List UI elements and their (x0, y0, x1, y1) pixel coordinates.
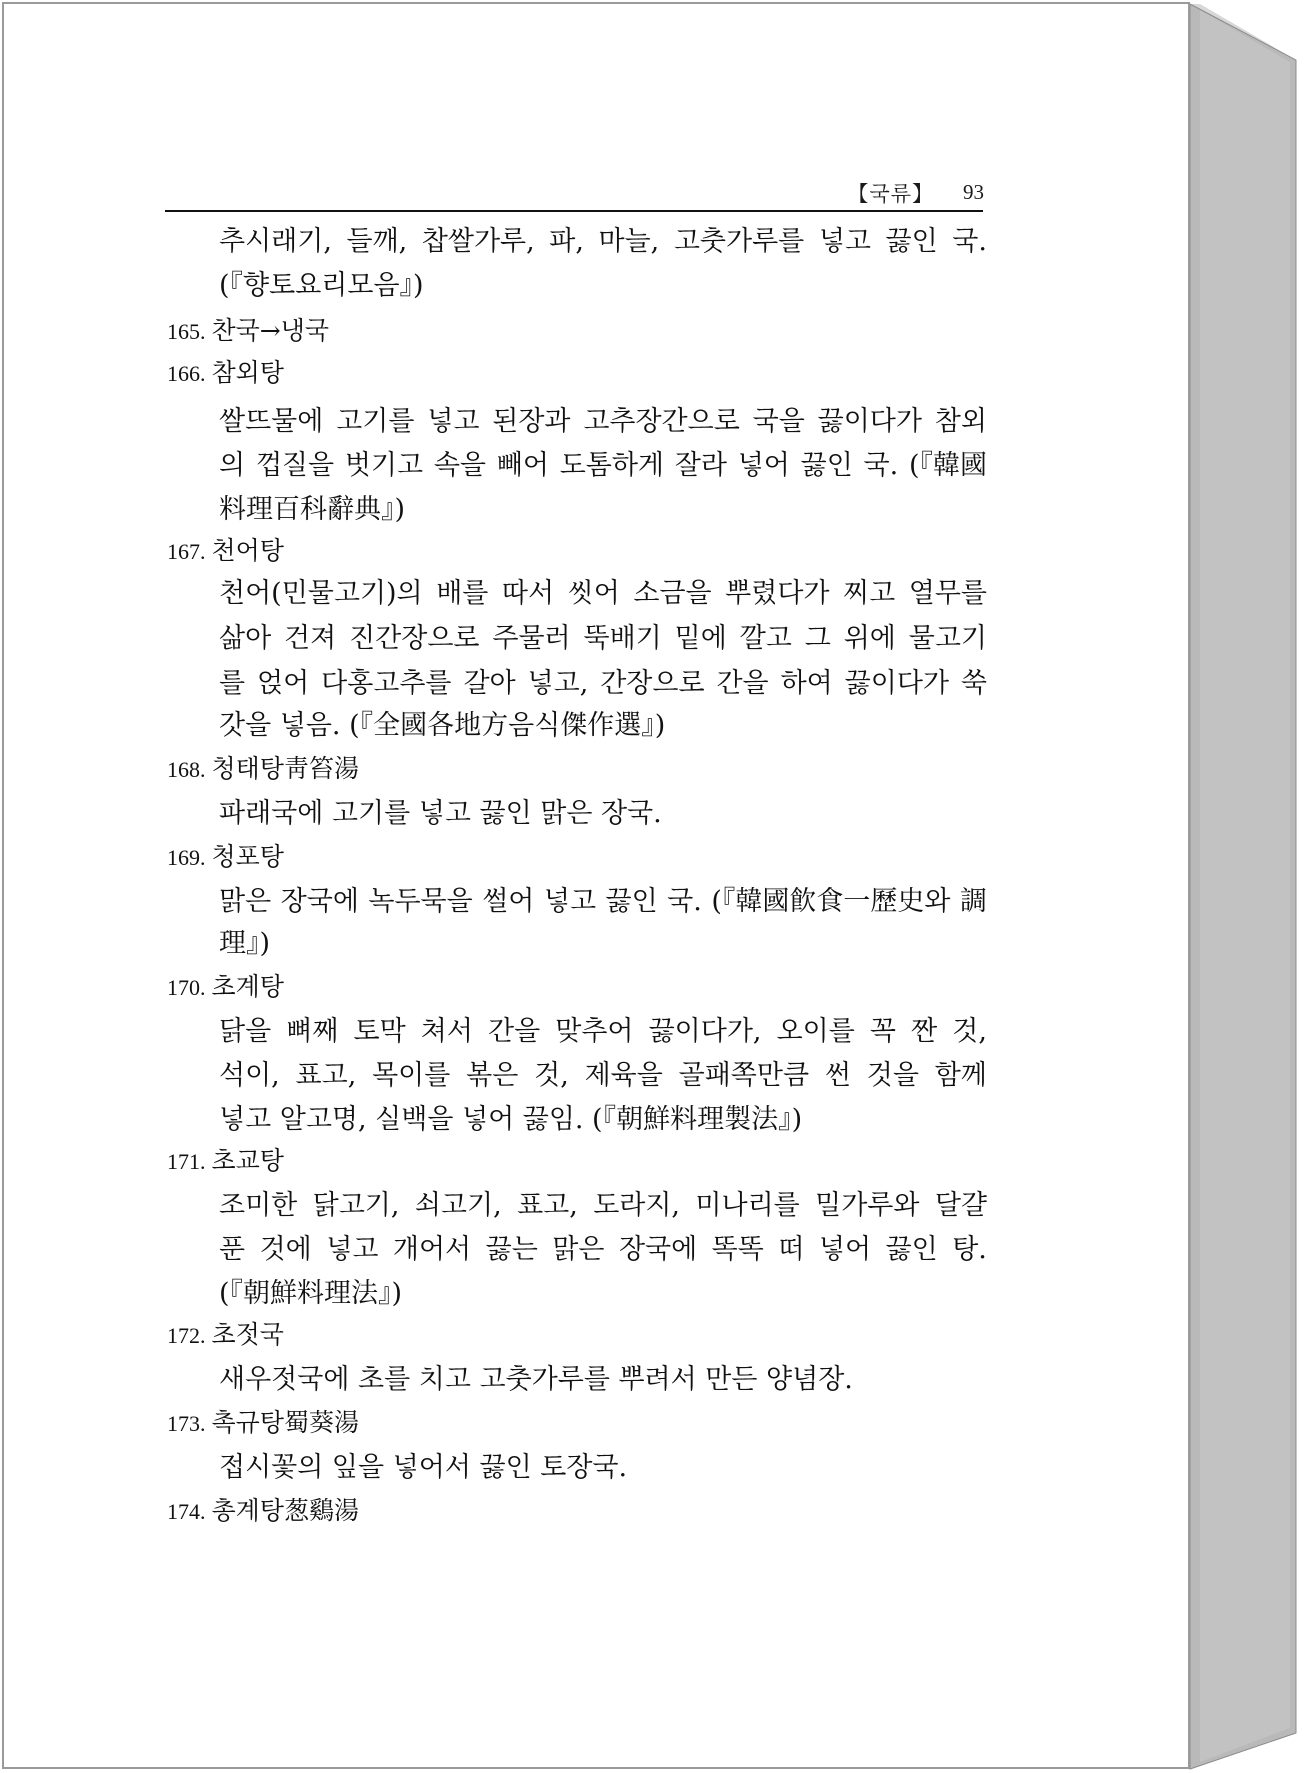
word: 깔고 (739, 623, 792, 654)
page-number: 93 (963, 180, 984, 204)
body-line (219, 408, 987, 435)
word: 것, (952, 1016, 987, 1047)
entry-number: 170. (167, 975, 206, 1000)
word: 빼어 (496, 450, 549, 481)
word: 함께 (934, 1060, 987, 1091)
word: 썰어 (482, 886, 535, 917)
word: 것을 (866, 1060, 919, 1091)
word: 주물러 (492, 623, 571, 654)
entry-title: 청포탕 (211, 842, 284, 871)
word: 하여 (780, 668, 833, 699)
entry-heading (167, 844, 284, 869)
word: 간을 (716, 668, 769, 699)
word: 마늘, (598, 226, 660, 257)
body-line: 갓을 넣음. (『全國各地方음식傑作選』) (219, 710, 666, 741)
entry-title: 찬국→냉국 (211, 316, 330, 345)
word: 씻어 (567, 578, 620, 609)
word: 고추장간으로 (583, 406, 740, 437)
word: 를 (219, 668, 246, 699)
word: 뿌렸다가 (725, 578, 830, 609)
word: 닭을 (219, 1016, 272, 1047)
entry-heading (167, 538, 284, 563)
word: 표고, (517, 1190, 578, 1221)
word: 넣어 (737, 450, 790, 481)
entry-number: 171. (167, 1149, 206, 1174)
word: 목이를 (372, 1060, 451, 1091)
word: 열무를 (908, 578, 987, 609)
word: 된장과 (492, 406, 571, 437)
word: 국. (952, 226, 987, 257)
entry-heading (167, 756, 359, 781)
entry-number: 167. (167, 539, 206, 564)
body-line (219, 888, 987, 915)
word: 쑥 (960, 668, 987, 699)
entry-title: 천어탕 (211, 536, 284, 565)
word: 얹어 (257, 668, 310, 699)
word: 맞추어 (555, 1016, 634, 1047)
word: 밑에 (674, 623, 727, 654)
running-header (164, 174, 984, 214)
word: 맑은 (552, 1234, 605, 1265)
word: 잘라 (674, 450, 727, 481)
word: 쌀뜨물에 (219, 406, 324, 437)
body-line (219, 1236, 987, 1263)
word: 調 (959, 886, 987, 917)
word: 떠 (778, 1234, 805, 1265)
word: 위에 (843, 623, 896, 654)
word: 달걀 (934, 1190, 987, 1221)
word: 천어(민물고기)의 (219, 578, 423, 609)
word: 도톰하게 (559, 450, 665, 481)
word: 찌고 (843, 578, 896, 609)
body-line: 理』) (219, 928, 271, 959)
running-header-title: 【국류】 (847, 182, 934, 206)
entry-number: 166. (167, 361, 206, 386)
word: 밀가루와 (815, 1190, 920, 1221)
page (2, 2, 1190, 1769)
word: 끓인 (800, 450, 853, 481)
word: 끓이다가 (844, 668, 949, 699)
word: 끓인 (885, 226, 938, 257)
entry-title: 초젓국 (211, 1320, 284, 1349)
entry-heading (167, 1410, 359, 1435)
word: 삶아 (219, 623, 272, 654)
word: 똑똑 (711, 1234, 764, 1265)
word: 조미한 (219, 1190, 298, 1221)
body-line: 넣고 알고명, 실백을 넣어 끓임. (『朝鮮料理製法』) (219, 1104, 803, 1135)
word: 간장으로 (600, 668, 705, 699)
entry-number: 169. (167, 845, 206, 870)
entry-heading (167, 1498, 359, 1523)
entry-heading (167, 1322, 284, 1347)
word: 넣고, (527, 668, 589, 699)
word: 닭고기, (312, 1190, 400, 1221)
word: 석이, (219, 1060, 280, 1091)
word: 넣어 (818, 1234, 872, 1265)
body-line: 새우젓국에 초를 치고 고춧가루를 뿌려서 만든 양념장. (219, 1364, 853, 1395)
word: 쳐서 (420, 1016, 473, 1047)
word: 장국에 (618, 1234, 698, 1265)
word: 의 (219, 450, 246, 481)
word: 넣고 (427, 406, 480, 437)
word: 참외 (934, 406, 987, 437)
body-line: (『향토요리모음』) (219, 270, 424, 301)
word: 다홍고추를 (321, 668, 452, 699)
word: 탕. (952, 1234, 987, 1265)
body-line (219, 625, 987, 652)
word: 넣고 (818, 226, 871, 257)
entry-heading (167, 318, 329, 343)
word: 소금을 (633, 578, 712, 609)
word: (『韓國飮食一歷史와 (711, 886, 951, 917)
word: 껍질을 (255, 450, 335, 481)
entry-title: 초교탕 (211, 1146, 284, 1175)
word: 맑은 (219, 886, 272, 917)
entry-heading (167, 974, 284, 999)
body-line (219, 228, 987, 255)
body-line: 파래국에 고기를 넣고 끓인 맑은 장국. (219, 798, 662, 829)
word: 미나리를 (695, 1190, 800, 1221)
word: 오이를 (776, 1016, 855, 1047)
entry-title: 총계탕葱鷄湯 (211, 1496, 359, 1525)
entry-title: 촉규탕蜀葵湯 (211, 1408, 359, 1437)
body-line (219, 580, 987, 607)
word: 푼 (219, 1234, 246, 1265)
word: 썬 (824, 1060, 851, 1091)
word: 간을 (488, 1016, 541, 1047)
word: 장국에 (280, 886, 359, 917)
word: 것, (534, 1060, 569, 1091)
word: 제육을 (584, 1060, 663, 1091)
word: 파, (549, 226, 584, 257)
word: 꼭 (869, 1016, 896, 1047)
word: 쇠고기, (414, 1190, 502, 1221)
body-line (219, 1018, 987, 1045)
word: 뼈째 (286, 1016, 339, 1047)
word: 고기를 (336, 406, 415, 437)
word: 끓인 (605, 886, 658, 917)
body-line (219, 1062, 987, 1089)
word: 추시래기, (219, 226, 332, 257)
word: 끓는 (485, 1234, 538, 1265)
entry-number: 173. (167, 1411, 206, 1436)
word: 찹쌀가루, (421, 226, 535, 257)
entry-title: 참외탕 (211, 358, 284, 387)
body-line (219, 670, 987, 697)
word: 끓인 (885, 1234, 938, 1265)
word: 녹두묵을 (368, 886, 473, 917)
word: 짠 (911, 1016, 938, 1047)
word: 따서 (501, 578, 555, 609)
entry-number: 172. (167, 1323, 206, 1348)
book-side-shade (1200, 10, 1290, 1762)
word: 벗기고 (344, 450, 424, 481)
word: 끓이다가, (648, 1016, 762, 1047)
word: 볶은 (466, 1060, 519, 1091)
entry-number: 174. (167, 1499, 206, 1524)
word: 국을 (752, 406, 805, 437)
word: 뚝배기 (583, 623, 662, 654)
word: 넣고 (326, 1234, 379, 1265)
entry-number: 165. (167, 319, 206, 344)
word: 끓이다가 (817, 406, 922, 437)
body-line (219, 452, 987, 479)
word: 진간장으로 (349, 623, 480, 654)
body-line: 料理百科辭典』) (219, 494, 406, 525)
word: 넣고 (543, 886, 597, 917)
body-line: (『朝鮮料理法』) (219, 1278, 403, 1309)
header-rule (165, 210, 983, 212)
word: 토막 (353, 1016, 406, 1047)
entry-title: 초계탕 (211, 972, 284, 1001)
word: 도라지, (593, 1190, 681, 1221)
entry-title: 청태탕靑笞湯 (211, 754, 359, 783)
word: 국. (863, 450, 899, 481)
word: 것에 (259, 1234, 312, 1265)
word: 배를 (436, 578, 489, 609)
entry-number: 168. (167, 757, 206, 782)
word: 고춧가루를 (673, 226, 805, 257)
word: 골패쪽만큼 (678, 1060, 810, 1091)
body-line: 접시꽃의 잎을 넣어서 끓인 토장국. (219, 1452, 628, 1483)
word: (『韓國 (908, 450, 987, 481)
word: 속을 (433, 450, 487, 481)
word: 표고, (295, 1060, 357, 1091)
word: 갈아 (463, 668, 516, 699)
body-line (219, 1192, 987, 1219)
word: 들깨, (346, 226, 408, 257)
entry-heading (167, 360, 284, 385)
word: 그 (804, 623, 831, 654)
entry-heading (167, 1148, 284, 1173)
word: 건져 (284, 623, 337, 654)
word: 물고기 (908, 623, 987, 654)
word: 국. (667, 886, 702, 917)
word: 개어서 (392, 1234, 472, 1265)
